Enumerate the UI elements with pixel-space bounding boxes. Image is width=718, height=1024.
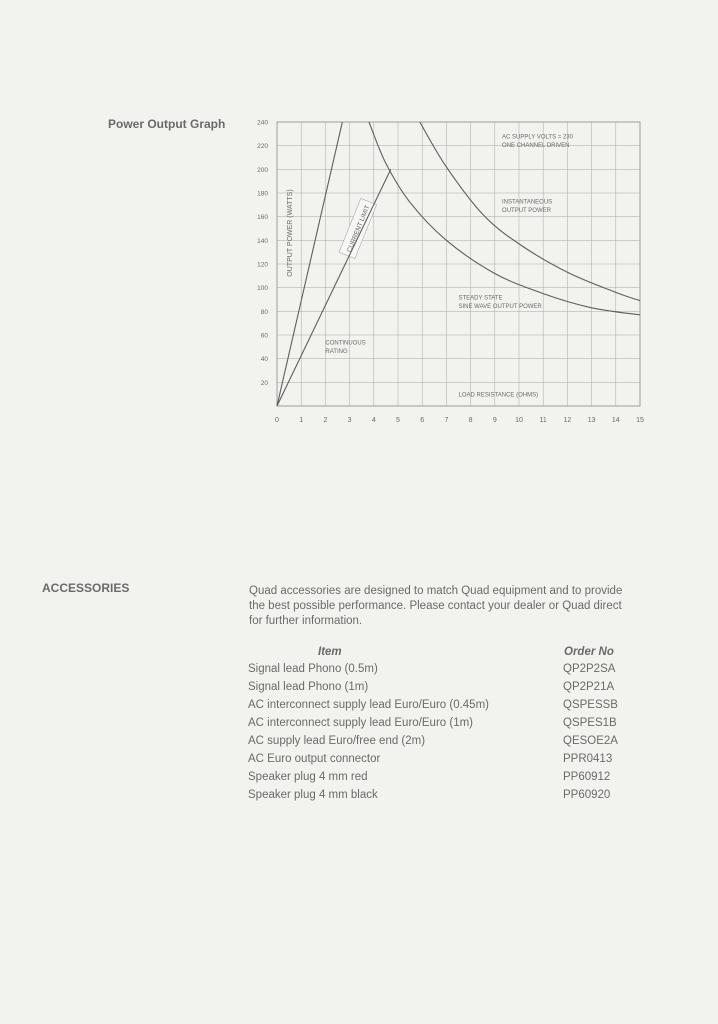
x-tick-label: 13	[587, 417, 596, 424]
y-tick-label: 140	[257, 237, 268, 245]
x-tick-label: 14	[611, 417, 620, 424]
x-tick-label: 5	[396, 417, 400, 424]
y-tick-label: 220	[257, 143, 268, 151]
x-tick-label: 9	[492, 417, 497, 424]
chart-annotation: AC SUPPLY VOLTS = 230	[502, 134, 573, 141]
table-row	[248, 717, 648, 735]
order-number: PP60912	[563, 771, 611, 783]
table-row	[248, 771, 648, 789]
x-tick-label: 8	[468, 417, 473, 424]
chart-annotation: INSTANTANEOUS	[502, 199, 553, 206]
x-tick-label: 1	[299, 417, 304, 424]
order-number: PPR0413	[563, 753, 613, 765]
table-row	[248, 735, 648, 753]
table-row	[248, 789, 648, 807]
order-number: QSPESSB	[563, 699, 618, 711]
column-header-order-no: Order No	[564, 646, 614, 658]
column-header-item: Item	[318, 646, 342, 658]
chart-annotation: CONTINUOUS	[325, 340, 366, 347]
order-number: QESOE2A	[563, 735, 618, 747]
item-name: AC Euro output connector	[248, 753, 381, 765]
table-row	[248, 681, 648, 699]
chart-annotation: ONE CHANNEL DRIVEN	[502, 142, 570, 149]
accessories-intro	[249, 584, 649, 629]
chart-annotation: STEADY STATE	[458, 295, 503, 302]
chart-annotation: OUTPUT POWER	[502, 207, 551, 214]
y-tick-label: 40	[260, 356, 268, 364]
item-name: AC supply lead Euro/free end (2m)	[248, 735, 426, 747]
order-number: QP2P2SA	[563, 663, 616, 675]
y-tick-label: 100	[257, 285, 268, 293]
intro-line: the best possible performance. Please contact your dealer or Quad direct	[249, 600, 622, 612]
x-tick-label: 0	[275, 417, 279, 424]
item-name: AC interconnect supply lead Euro/Euro (0.45m)	[248, 699, 489, 711]
item-name: Signal lead Phono (0.5m)	[248, 663, 378, 675]
current-limit-band	[339, 198, 376, 258]
accessories-heading: ACCESSORIES	[42, 581, 130, 595]
x-tick-label: 6	[420, 417, 425, 424]
x-tick-label: 11	[539, 417, 547, 424]
table-row	[248, 699, 648, 717]
current-limit-label: CURRENT LIMIT	[346, 204, 372, 254]
y-tick-label: 120	[257, 261, 268, 269]
table-row	[248, 753, 648, 771]
accessories-table	[248, 646, 648, 807]
order-number: PP60920	[563, 789, 611, 801]
intro-line: Quad accessories are designed to match Quad equipment and to provide	[249, 585, 623, 597]
y-axis-label: OUTPUT POWER (WATTS)	[287, 189, 294, 277]
chart-annotation: RATING	[325, 348, 348, 355]
y-tick-label: 200	[257, 166, 268, 174]
table-header	[248, 646, 648, 663]
chart-grid	[277, 122, 640, 406]
y-tick-label: 240	[257, 119, 268, 127]
x-tick-label: 2	[323, 417, 328, 424]
y-tick-label: 20	[260, 379, 268, 387]
y-tick-label: 180	[257, 190, 268, 198]
item-name: Signal lead Phono (1m)	[248, 681, 369, 693]
y-tick-label: 160	[257, 214, 268, 222]
x-tick-label: 12	[563, 417, 572, 424]
x-tick-label: 15	[636, 417, 644, 424]
chart-annotation: LOAD RESISTANCE (OHMS)	[458, 392, 539, 399]
item-name: Speaker plug 4 mm black	[248, 789, 378, 801]
intro-line: for further information.	[249, 615, 363, 627]
graph-heading: Power Output Graph	[108, 117, 226, 131]
item-name: Speaker plug 4 mm red	[248, 771, 368, 783]
x-tick-label: 7	[444, 417, 449, 424]
chart-annotations	[325, 135, 573, 399]
x-tick-label: 10	[515, 417, 523, 424]
table-row	[248, 663, 648, 681]
y-tick-label: 80	[260, 308, 268, 316]
chart-annotation: SINE WAVE OUTPUT POWER	[458, 303, 542, 310]
x-tick-label: 4	[371, 417, 376, 424]
y-tick-label: 60	[260, 332, 268, 340]
x-tick-label: 3	[347, 417, 352, 424]
item-name: AC interconnect supply lead Euro/Euro (1m)	[248, 717, 473, 729]
chart-ticks	[257, 120, 644, 425]
power-output-chart	[240, 108, 650, 433]
order-number: QSPES1B	[563, 717, 617, 729]
order-number: QP2P21A	[563, 681, 615, 693]
